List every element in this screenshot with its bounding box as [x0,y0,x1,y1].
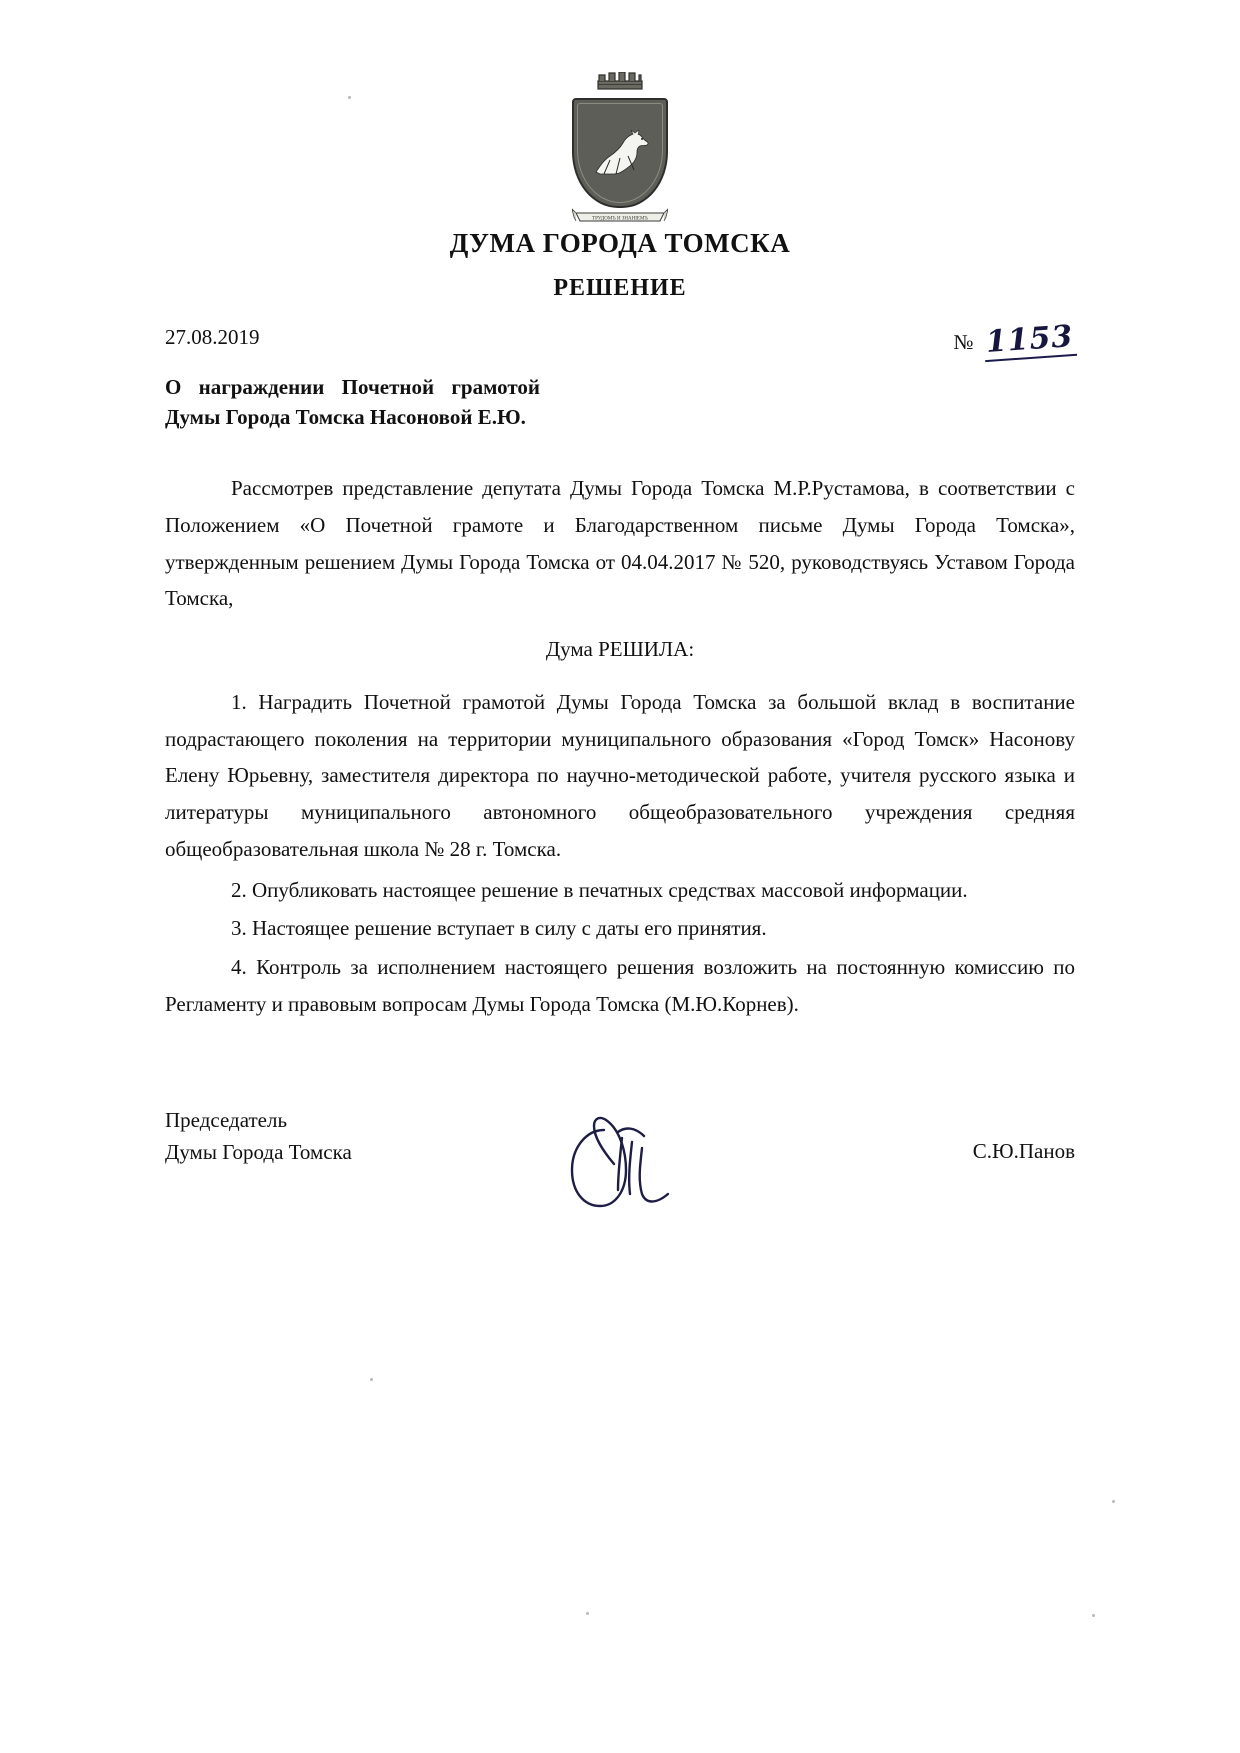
scan-speck [348,96,351,99]
signature-block [165,1105,1075,1168]
resolution-item-3: 3. Настоящее решение вступает в силу с даты его принятия. [231,916,767,941]
number-value: 1153 [982,322,1076,362]
scan-speck [586,1612,589,1615]
document-number [953,318,1075,361]
document-body [165,470,1075,1027]
resolution-item-4: 4. Контроль за исполнением настоящего решения возложить на постоянную комиссию по Регламенту и правовым вопросам Думы Города Томска (М.Ю.Корнев). [165,955,1075,1016]
emblem-graphic [572,72,668,227]
shield-icon [572,98,668,208]
document-date: 27.08.2019 [165,325,260,349]
horse-icon [590,130,652,176]
resolution-item-2: 2. Опубликовать настоящее решение в печатных средствах массовой информации. [231,877,968,902]
svg-text:ТРУДОМЪ И ЗНАНІЕМЪ: ТРУДОМЪ И ЗНАНІЕМЪ [592,216,648,222]
number-sign-label: № [953,330,974,354]
organization-title: ДУМА ГОРОДА ТОМСКА [449,228,791,258]
document-type-title: РЕШЕНИЕ [553,275,687,301]
signer-name: С.Ю.Панов [972,1139,1075,1163]
motto-ribbon [572,207,668,227]
preamble-paragraph: Рассмотрев представление депутата Думы Города Томска М.Р.Рустамова, в соответствии с Положением «О Почетной грамоте и Благодарственном письме Думы Города Томска», утвержденным решением Думы Города Томска от 04.04.2017 № 520, руководствуясь Уставом Города Томска, [165,476,1075,611]
signer-position-line2: Думы Города Томска [165,1139,352,1164]
document-meta-row [165,318,1075,361]
resolution-line: Дума РЕШИЛА: [545,637,695,661]
resolution-item-1: 1. Наградить Почетной грамотой Думы Города Томска за большой вклад в воспитание подрастающего поколения на территории муниципального образования «Город Томск» Насонову Елену Юрьевну, заместителя директора по научно-методической работе, учителя русского языка и литературы муниципального автономного общеобразовательного учреждения средняя общеобразовательная школа № 28 г. Томска. [165,689,1075,861]
document-subject: О награждении Почетной грамотой Думы Города Томска Насоновой Е.Ю. [165,375,540,430]
scan-speck [370,1378,373,1381]
scan-speck [1092,1614,1095,1617]
coat-of-arms [0,72,1240,227]
signer-position [165,1105,352,1168]
signer-position-line1: Председатель [165,1108,288,1132]
scan-speck [1112,1500,1115,1503]
crown-icon [596,72,644,94]
